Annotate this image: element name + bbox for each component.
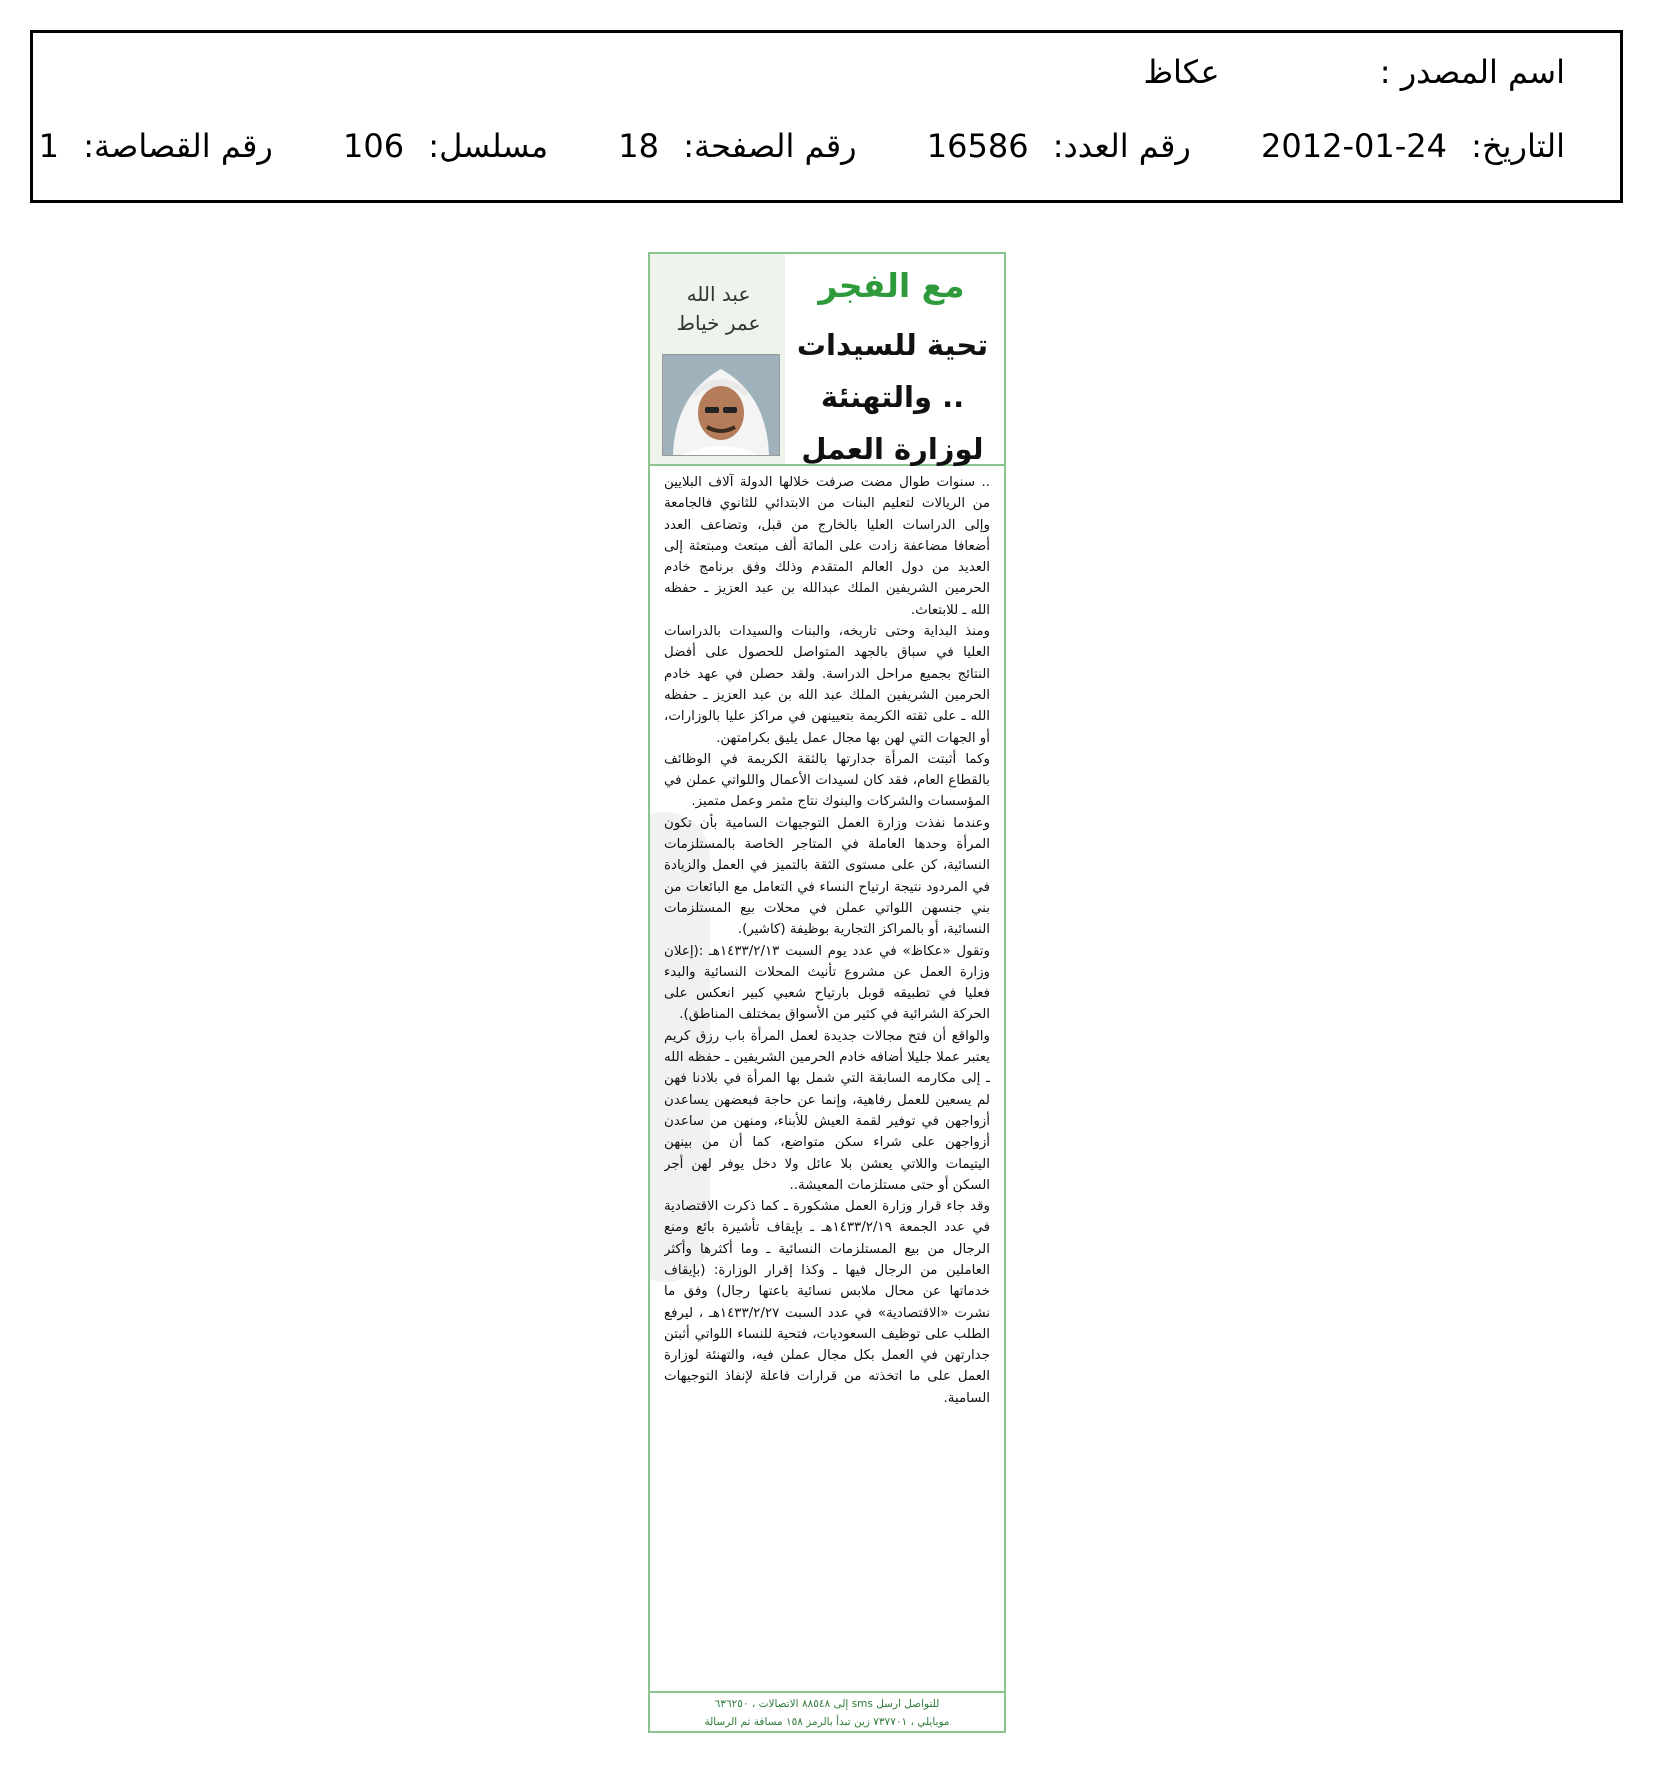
issue-field bbox=[927, 127, 1191, 165]
newspaper-clipping bbox=[648, 252, 1006, 1733]
source-value: عكاظ bbox=[1143, 53, 1220, 91]
clip-number-field bbox=[39, 127, 273, 165]
article-body: .. سنوات طوال مضت صرفت خلالها الدولة آلاف البلايين من الريالات لتعليم البنات من الابتدائي للثانوي فالجامعة وإلى الدراسات العليا بالخارج من قبل، وتضاعف العدد أضعافا مضاعفة زادت على المائة ألف مبتعث ومبتعثة إلى العديد من دول العالم المتقدم وذلك وفق برنامج خادم الحرمين الشريفين الملك عبدالله بن عبد العزيز ـ حفظه الله ـ للابتعاث. ومنذ البداية وحتى تاريخه، والبنات والسيدات بالدراسات العليا في سباق بالجهد المتواصل للحصول على أفضل النتائج بجميع مراحل الدراسة. ولقد حصلن في عهد خادم الحرمين الشريفين الملك عبد الله بن عبد العزيز ـ حفظه الله ـ على ثقته الكريمة بتعيينهن في مراكز عليا بالوزارات، أو الجهات التي لهن بها مجال عمل يليق بكرامتهن. وكما أثبتت المرأة جدارتها بالثقة الكريمة في الوظائف بالقطاع العام، فقد كان لسيدات الأعمال واللواتي عملن في المؤسسات والشركات والبنوك نتاج مثمر وعمل متميز. وعندما نفذت وزارة العمل التوجيهات السامية بأن تكون المرأة وحدها العاملة في المتاجر الخاصة بالمستلزمات النسائية، كن على مستوى الثقة بالتميز في العمل والزيادة في المردود نتيجة ارتياح النساء في التعامل مع البائعات من بني جنسهن اللواتي عملن في محلات بيع المستلزمات النسائية، أو بالمراكز التجارية بوظيفة (كاشير). وتقول «عكاظ» في عدد يوم السبت ١٤٣٣/٢/١٣هـ :(إعلان وزارة العمل عن مشروع تأنيث المحلات النسائية والبدء فعليا في تطبيقه قوبل بارتياح شعبي كبير انعكس على الحركة الشرائية في كثير من الأسواق بمختلف المناطق). والواقع أن فتح مجالات جديدة لعمل المرأة باب رزق كريم يعتبر عملا جليلا أضافه خادم الحرمين الشريفين ـ حفظه الله ـ إلى مكارمه السابقة التي شمل بها المرأة في بلادنا فهن لم يسعين للعمل رفاهية، وإنما عن حاجة فبعضهن يساعدن أزواجهن في توفير لقمة العيش للأبناء، ومنهن من ساعدن أزواجهن على شراء سكن متواضع، كما أن من بينهن اليتيمات واللاتي يعشن بلا عائل ولا دخل يوفر لهن أجر السكن أو حتى مستلزمات المعيشة.. وقد جاء قرار وزارة العمل مشكورة ـ كما ذكرت الاقتصادية في عدد الجمعة ١٤٣٣/٢/١٩هـ ـ بإيقاف تأشيرة بائع ومنع الرجال من بيع المستلزمات النسائية ـ وما أكثرها وأكثر العاملين من الرجال فيها ـ وكذا إقرار الوزارة: (بإيقاف خدماتها عن محال ملابس نسائية باعتها رجال) وفق ما نشرت «الاقتصادية» في عدد السبت ١٤٣٣/٢/٢٧هـ ، ليرفع الطلب على توظيف السعوديات، فتحية للنساء اللواتي أثبتن جدارتهن في العمل بكل مجال عملن فيه، والتهنئة لوزارة العمل على ما اتخذته من قرارات فاعلة لإنفاذ التوجيهات السامية. bbox=[664, 475, 990, 1406]
contact-footer bbox=[650, 1691, 1004, 1731]
author-block bbox=[650, 254, 785, 464]
article-headline bbox=[795, 319, 990, 475]
serial-label: مسلسل: bbox=[428, 127, 549, 165]
date-field bbox=[1261, 127, 1565, 165]
headline-line: .. والتهنئة bbox=[820, 380, 965, 414]
author-first-name: عبد الله bbox=[686, 282, 751, 306]
serial-value: 106 bbox=[343, 127, 405, 165]
details-row bbox=[38, 127, 1565, 165]
source-metadata-box bbox=[30, 30, 1623, 203]
clipping-header bbox=[650, 254, 1004, 466]
author-name bbox=[656, 280, 781, 338]
author-last-name: عمر خياط bbox=[676, 311, 761, 335]
issue-value: 16586 bbox=[926, 127, 1029, 165]
date-label: التاريخ: bbox=[1471, 127, 1565, 165]
clipping-body bbox=[650, 472, 1004, 1689]
source-label: اسم المصدر : bbox=[1379, 53, 1565, 91]
headline-line: تحية للسيدات bbox=[796, 328, 989, 362]
clip-number-value: 1 bbox=[38, 127, 60, 165]
author-portrait-icon bbox=[663, 355, 779, 455]
footer-line: موبايلي ، ٧٣٧٧٠١ زين تبدأ بالرمز ١٥٨ مسافة ثم الرسالة bbox=[704, 1716, 950, 1728]
column-name: مع الفجر bbox=[818, 266, 965, 305]
footer-line: للتواصل ارسل sms إلى ٨٨٥٤٨ الاتصالات ، ٦٣٦٢٥٠ bbox=[714, 1698, 940, 1710]
author-photo bbox=[662, 354, 780, 456]
issue-label: رقم العدد: bbox=[1052, 127, 1191, 165]
serial-field bbox=[343, 127, 548, 165]
source-row bbox=[88, 53, 1565, 91]
page-field bbox=[618, 127, 856, 165]
headline-line: لوزارة العمل bbox=[801, 432, 984, 466]
page-value: 18 bbox=[618, 127, 660, 165]
page-label: رقم الصفحة: bbox=[683, 127, 857, 165]
date-value: 2012-01-24 bbox=[1261, 127, 1447, 165]
clip-number-label: رقم القصاصة: bbox=[83, 127, 273, 165]
